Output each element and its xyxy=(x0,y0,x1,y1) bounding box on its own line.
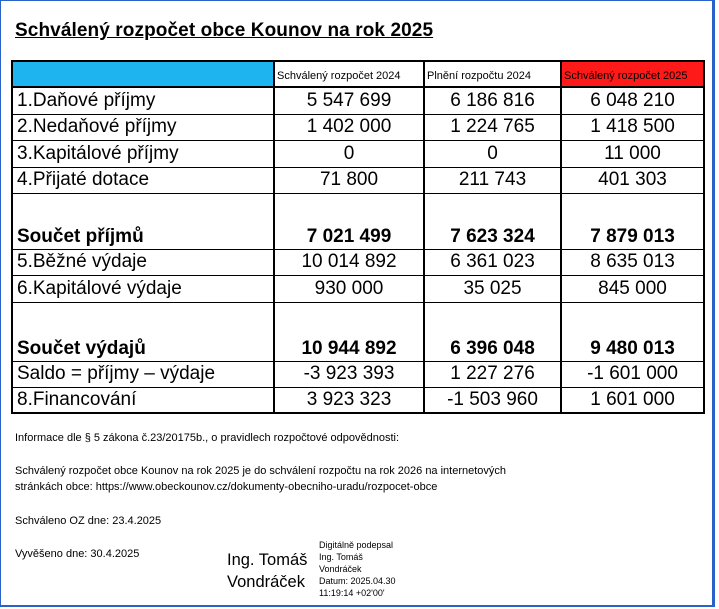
publish-note-line1: Schválený rozpočet obce Kounov na rok 2025 je do schválení rozpočtu na rok 2026 na internetových xyxy=(15,465,507,477)
value-cell: 211 743 xyxy=(424,167,561,193)
total-expenses-row xyxy=(12,302,704,361)
signature-meta-line: Ing. Tomáš xyxy=(319,552,363,562)
value-cell: 5 547 699 xyxy=(274,87,424,114)
value-cell: 35 025 xyxy=(424,275,561,302)
row-label: 8.Financování xyxy=(12,387,274,413)
total-income-row xyxy=(12,193,704,249)
value-cell: 1 224 765 xyxy=(424,114,561,140)
signature-name xyxy=(227,549,307,593)
signature-meta-line: Datum: 2025.04.30 xyxy=(319,576,396,586)
value-cell: -1 503 960 xyxy=(424,387,561,413)
budget-table xyxy=(11,60,705,414)
value-cell: 7 879 013 xyxy=(561,193,704,249)
value-cell: 0 xyxy=(424,140,561,167)
value-cell: 11 000 xyxy=(561,140,704,167)
table-row xyxy=(12,387,704,413)
table-row xyxy=(12,167,704,193)
value-cell: 3 923 323 xyxy=(274,387,424,413)
value-cell: 7 623 324 xyxy=(424,193,561,249)
posted-date: Vyvěšeno dne: 30.4.2025 xyxy=(15,548,140,560)
row-label: 6.Kapitálové výdaje xyxy=(12,275,274,302)
row-label: Součet výdajů xyxy=(12,302,274,361)
row-label: 5.Běžné výdaje xyxy=(12,249,274,275)
value-cell: -1 601 000 xyxy=(561,361,704,387)
digital-signature-block xyxy=(319,539,396,599)
value-cell: -3 923 393 xyxy=(274,361,424,387)
table-row xyxy=(12,275,704,302)
value-cell: 10 944 892 xyxy=(274,302,424,361)
signature-meta-line: Vondráček xyxy=(319,564,362,574)
value-cell: 1 418 500 xyxy=(561,114,704,140)
value-cell: 6 396 048 xyxy=(424,302,561,361)
value-cell: 6 048 210 xyxy=(561,87,704,114)
value-cell: 6 186 816 xyxy=(424,87,561,114)
header-approved-2024: Schválený rozpočet 2024 xyxy=(274,61,424,87)
value-cell: 10 014 892 xyxy=(274,249,424,275)
value-cell: 7 021 499 xyxy=(274,193,424,249)
signature-name-line1: Ing. Tomáš xyxy=(227,551,308,569)
table-row xyxy=(12,361,704,387)
row-label: Saldo = příjmy – výdaje xyxy=(12,361,274,387)
signature-meta-line: 11:19:14 +02'00' xyxy=(319,588,385,598)
signature-meta-line: Digitálně podepsal xyxy=(319,540,394,550)
value-cell: 9 480 013 xyxy=(561,302,704,361)
row-label: Součet příjmů xyxy=(12,193,274,249)
value-cell: 401 303 xyxy=(561,167,704,193)
row-label: 1.Daňové příjmy xyxy=(12,87,274,114)
value-cell: 6 361 023 xyxy=(424,249,561,275)
table-header-row xyxy=(12,61,704,87)
law-note: Informace dle § 5 zákona č.23/20175b., o pravidlech rozpočtové odpovědnosti: xyxy=(15,432,400,444)
value-cell: 930 000 xyxy=(274,275,424,302)
table-row xyxy=(12,114,704,140)
value-cell: 1 227 276 xyxy=(424,361,561,387)
document-title: Schválený rozpočet obce Kounov na rok 2025 xyxy=(15,20,434,41)
table-row xyxy=(12,87,704,114)
value-cell: 71 800 xyxy=(274,167,424,193)
header-approved-2025: Schválený rozpočet 2025 xyxy=(561,61,704,87)
row-label: 3.Kapitálové příjmy xyxy=(12,140,274,167)
table-row xyxy=(12,249,704,275)
value-cell: 8 635 013 xyxy=(561,249,704,275)
table-row xyxy=(12,140,704,167)
header-fulfilment-2024: Plnění rozpočtu 2024 xyxy=(424,61,561,87)
row-label: 4.Přijaté dotace xyxy=(12,167,274,193)
value-cell: 845 000 xyxy=(561,275,704,302)
value-cell: 1 402 000 xyxy=(274,114,424,140)
publish-note-line2: stránkách obce: https://www.obeckounov.cz/dokumenty-obecniho-uradu/rozpocet-obce xyxy=(15,481,438,493)
value-cell: 0 xyxy=(274,140,424,167)
signature-name-line2: Vondráček xyxy=(227,573,305,591)
row-label: 2.Nedaňové příjmy xyxy=(12,114,274,140)
header-blank-cell xyxy=(12,61,274,87)
value-cell: 1 601 000 xyxy=(561,387,704,413)
approval-date: Schváleno OZ dne: 23.4.2025 xyxy=(15,515,162,527)
